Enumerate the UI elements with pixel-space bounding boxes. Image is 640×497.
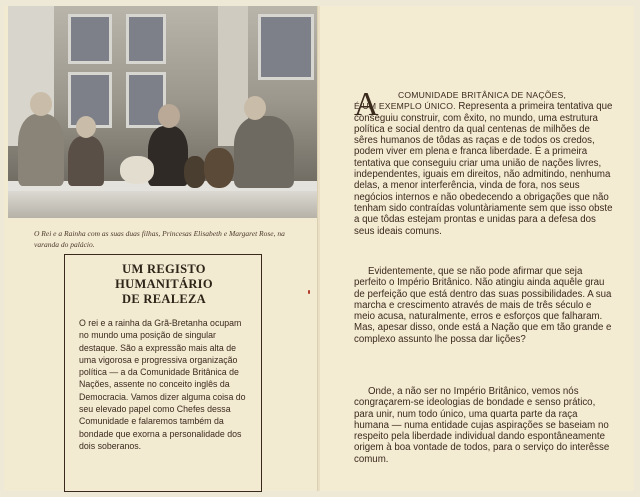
queen-head — [30, 92, 52, 116]
king-head — [244, 96, 266, 120]
corgi-figure — [184, 156, 206, 188]
paragraph-1-text: Representa a primeira tentativa que conseguiu construir, com êxito, no mundo, uma estrutura política e social dentro da qual centenas de milhões de sêres humanos de tôdas as raças e de todos os credos, podem viver em plena e franca liberdade. É a primeira tentativa que conseguiu criar uma união de nações livres, independentes, iguais em direitos, não admitindo, nenhuma delas, a menor interferência, vinda de fora, nos seus negócios internos e não obedecendo a obrigações que não tenham sido contraídas voluntàriamente sem que isso obste a que tôdas estejam prontas e unidas para a defesa dos seus ideais comuns. — [354, 101, 613, 237]
box-body-text: O rei e a rainha da Grã-Bretanha ocupam no mundo uma posição de singular destaque. São a expressão mais alta de uma vigorosa e progressiva organização política — a da Comunidade Britânica de Nações, assente no conceito inglês da Democracia. Vamos dizer alguma coisa do seu elevado papel como Chefes dessa Comunidade e falaremos também da bondade que exorna a personalidade dos dois soberanos. — [79, 318, 246, 451]
king-figure — [234, 116, 294, 188]
princess-margaret-figure — [68, 136, 104, 186]
palace-window — [258, 14, 314, 80]
left-page — [4, 6, 319, 491]
box-title — [79, 262, 249, 307]
corgi-figure — [204, 148, 234, 188]
princess-elisabeth-head — [158, 104, 180, 128]
feature-box — [64, 254, 262, 492]
photo-caption: O Rei e a Rainha com as suas duas filhas, Princesas Elisabeth e Margaret Rose, na varanda do palácio. — [34, 229, 285, 249]
lead-line-1: COMUNIDADE BRITÂNICA DE NAÇÕES, — [398, 90, 567, 100]
balcony-wall — [8, 191, 318, 218]
paragraph-3: Onde, a não ser no Império Britânico, vemos nós congraçarem-se ideologias de bondade e senso prático, para unir, num todo único, uma quarta parte da raça humana — numa entidade cujas aspirações se baseiam no respeito pela liberdade individual dando espontâneamente origem à boa vontade de todos, para o serviço do interêsse comum. — [354, 386, 610, 465]
lead-line-2: É UM EXEMPLO ÚNICO. — [354, 101, 456, 112]
ink-mark — [308, 290, 310, 294]
drop-cap: A — [354, 86, 379, 123]
paragraph-2: Evidentemente, que se não pode afirmar que seja perfeito o Império Britânico. Não atingiu ainda aquêle grau de perfeição que está dentro das suas possibilidades. A sua marcha e crescimento através de mais de três século e meio acusa, naturalmente, erros e esforços que falharam. Mas, apesar disso, onde está a Nação que em tão grande e complexo assunto lhe possa dar lições? — [354, 266, 612, 345]
palace-window — [68, 14, 112, 64]
princess-margaret-head — [76, 116, 96, 138]
right-page — [320, 6, 634, 491]
paragraph-1 — [354, 86, 614, 237]
royal-family-photo — [8, 6, 318, 218]
dog-figure — [120, 156, 154, 184]
palace-window — [126, 14, 166, 64]
queen-figure — [18, 114, 64, 186]
princess-elisabeth-figure — [148, 126, 188, 186]
box-title-line2: DE REALEZA — [122, 292, 206, 306]
box-title-line1: UM REGISTO HUMANITÁRIO — [115, 262, 213, 291]
